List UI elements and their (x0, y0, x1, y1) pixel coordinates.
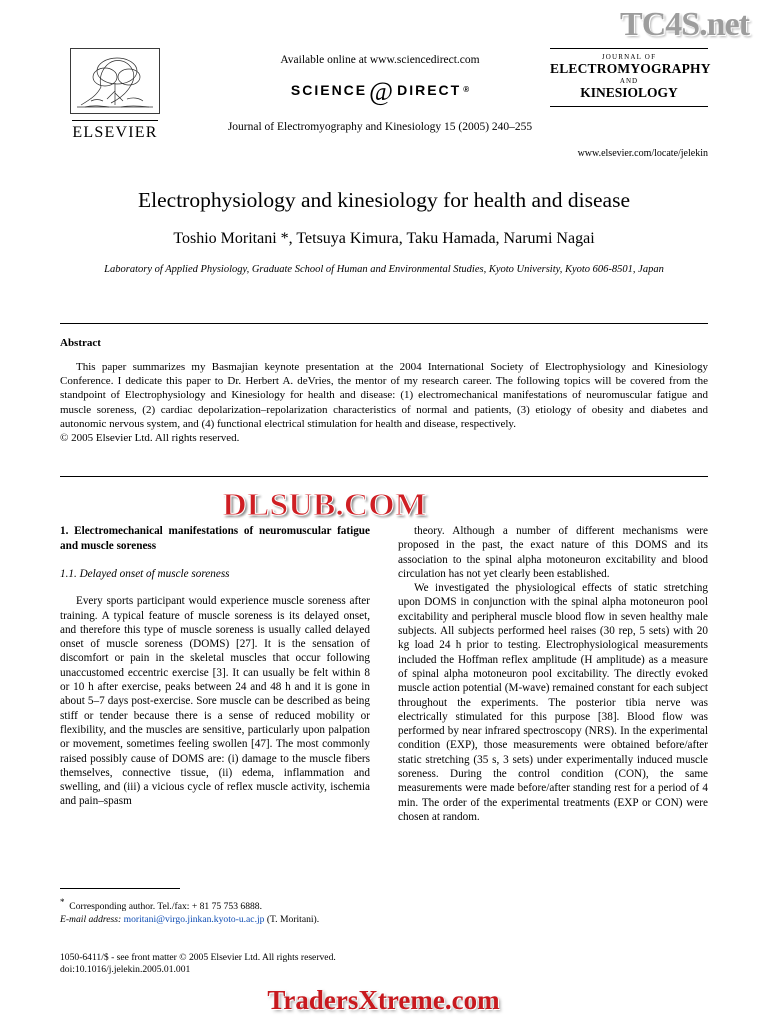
author-list: Toshio Moritani *, Tetsuya Kimura, Taku Hamada, Narumi Nagai (173, 230, 595, 247)
elsevier-wordmark: ELSEVIER (72, 120, 157, 142)
right-paragraph-1: theory. Although a number of different mechanisms were proposed in the past, the exact nature of this DOMS and its association to the spinal alpha motoneuron excitability and blood circulation has not yet clearly been established. (398, 525, 708, 580)
tree-illustration-icon (71, 49, 159, 113)
journal-logo-line4: KINESIOLOGY (580, 85, 678, 100)
page-title: Electrophysiology and kinesiology for health and disease (138, 188, 630, 212)
elsevier-tree-icon (70, 48, 160, 114)
journal-logo-line2: ELECTROMYOGRAPHY (550, 61, 711, 76)
journal-logo-line1: JOURNAL OF (601, 53, 657, 61)
abstract-body (60, 360, 708, 445)
footnote-divider (60, 888, 180, 889)
watermark-dlsub: DLSUB.COM (222, 486, 427, 522)
right-paragraph-2: We investigated the physiological effects of static stretching upon DOMS in conjunction with the spinal alpha motoneuron pool excitability and peripheral muscle blood flow in seven healthy male subjects. All subjects performed heel raises (30 rep, 5 sets) with 20 kg load 24 h prior to testing. Electrophysiological measurements included the Hoffman reflex amplitude (H amplitude) as a measure of spinal alpha motoneuron pool excitability. The directly evoked muscle action potential (M-wave) remained constant for each subject throughout the experiments. The posterior tibia nerve was electrically stimulated for this purpose [38]. Blood flow was performed by near infrared spectroscopy (NRS). In the experimental condition (EXP), those measurements were obtained before/after static stretching (35 s, 3 sets) under experimentally induced muscle soreness. During the control condition (CON), the same measurements were made before/after standing rest for a period of 4 min. The order of the experimental treatments (EXP or CON) were chosen at random. (398, 582, 708, 823)
masthead (60, 48, 711, 166)
watermark-traders: TradersXtreme.com (267, 985, 500, 1015)
journal-logo-line3: AND (619, 77, 639, 85)
doi-line: doi:10.1016/j.jelekin.2005.01.001 (60, 964, 191, 976)
at-symbol-icon: @ (369, 77, 396, 106)
sciencedirect-block (210, 54, 550, 133)
email-label: E-mail address: (60, 913, 122, 925)
subsection-heading: 1.1. Delayed onset of muscle soreness (60, 568, 230, 580)
elsevier-logo (60, 48, 170, 142)
divider-bottom (60, 476, 708, 477)
divider-top (60, 323, 708, 324)
section-heading: 1. Electromechanical manifestations of neuromuscular fatigue and muscle soreness (60, 525, 370, 552)
left-paragraph-1: Every sports participant would experience muscle soreness after training. A typical feature of muscle soreness is its delayed onset, and therefore this type of muscle soreness is usually called delayed onset of muscle soreness (DOMS) [27]. It is the sensation of discomfort or pain in the skeletal muscles that occur following unaccustomed eccentric exercise [3]. It can usually be felt within 8 or 10 h after exercise, peaks between 24 and 48 h and it is gone in about 5–7 days post-exercise. Sore muscle can be described as being stiff or tender because there is a sense of reduced mobility or flexibility, and the muscles are sensitive, particularly upon palpation or movement, sometimes feeling swollen [47]. The most commonly raised possibly cause of DOMS are: (i) damage to the muscle fibers themselves, connective tissue, (ii) edema, inflammation and swelling, and (iii) a vicious cycle of reflex muscle activity, ischemia and pain–spasm (60, 595, 370, 808)
abstract-paragraph: This paper summarizes my Basmajian keynote presentation at the 2004 International Society of Electrophysiology and Kinesiology Conference. I dedicate this paper to Dr. Herbert A. deVries, the mentor of my research career. The following topics will be covered from the standpoint of Electrophysiology and Kinesiology for health and disease: (1) electromechanical manifestations of neuromuscular fatigue and muscle soreness, (2) cardiac depolarization–repolarization characteristics of normal and patients, (3) etiology of obesity and diabetes and autonomic nervous system, and (4) functional electrical stimulation for health and disease, respectively. (60, 361, 708, 430)
footnote-star-marker: * (60, 897, 65, 907)
abstract-copyright: © 2005 Elsevier Ltd. All rights reserved. (60, 432, 240, 445)
abstract-heading: Abstract (60, 337, 101, 349)
available-online-text: Available online at www.sciencedirect.com (280, 54, 480, 66)
issn-line: 1050-6411/$ - see front matter © 2005 Elsevier Ltd. All rights reserved. (60, 952, 336, 963)
registered-trademark-icon: ® (463, 85, 470, 95)
footnote (60, 896, 370, 926)
journal-logo (550, 48, 711, 107)
footer-copyright (60, 952, 480, 977)
journal-citation: Journal of Electromyography and Kinesiology 15 (2005) 240–255 (227, 121, 533, 134)
email-link[interactable]: moritani@virgo.jinkan.kyoto-u.ac.jp (123, 913, 265, 925)
sciencedirect-science-word: SCIENCE (290, 81, 368, 98)
sciencedirect-logo (210, 77, 550, 106)
watermark-tc4s: TC4S.net (620, 6, 749, 43)
footnote-corresponding-text: Corresponding author. Tel./fax: + 81 75 753 6888. (69, 901, 262, 913)
footnote-email-line (60, 914, 370, 927)
sciencedirect-direct-word: DIRECT (397, 81, 462, 98)
body-column-right (398, 524, 708, 824)
footnote-corresponding-author (60, 896, 370, 914)
body-column-left (60, 524, 370, 809)
journal-url: www.elsevier.com/locate/jelekin (577, 148, 708, 159)
affiliation: Laboratory of Applied Physiology, Graduate School of Human and Environmental Studies, Kyoto University, Kyoto 606-8501, Japan (104, 264, 664, 275)
email-owner: (T. Moritani). (266, 913, 320, 925)
